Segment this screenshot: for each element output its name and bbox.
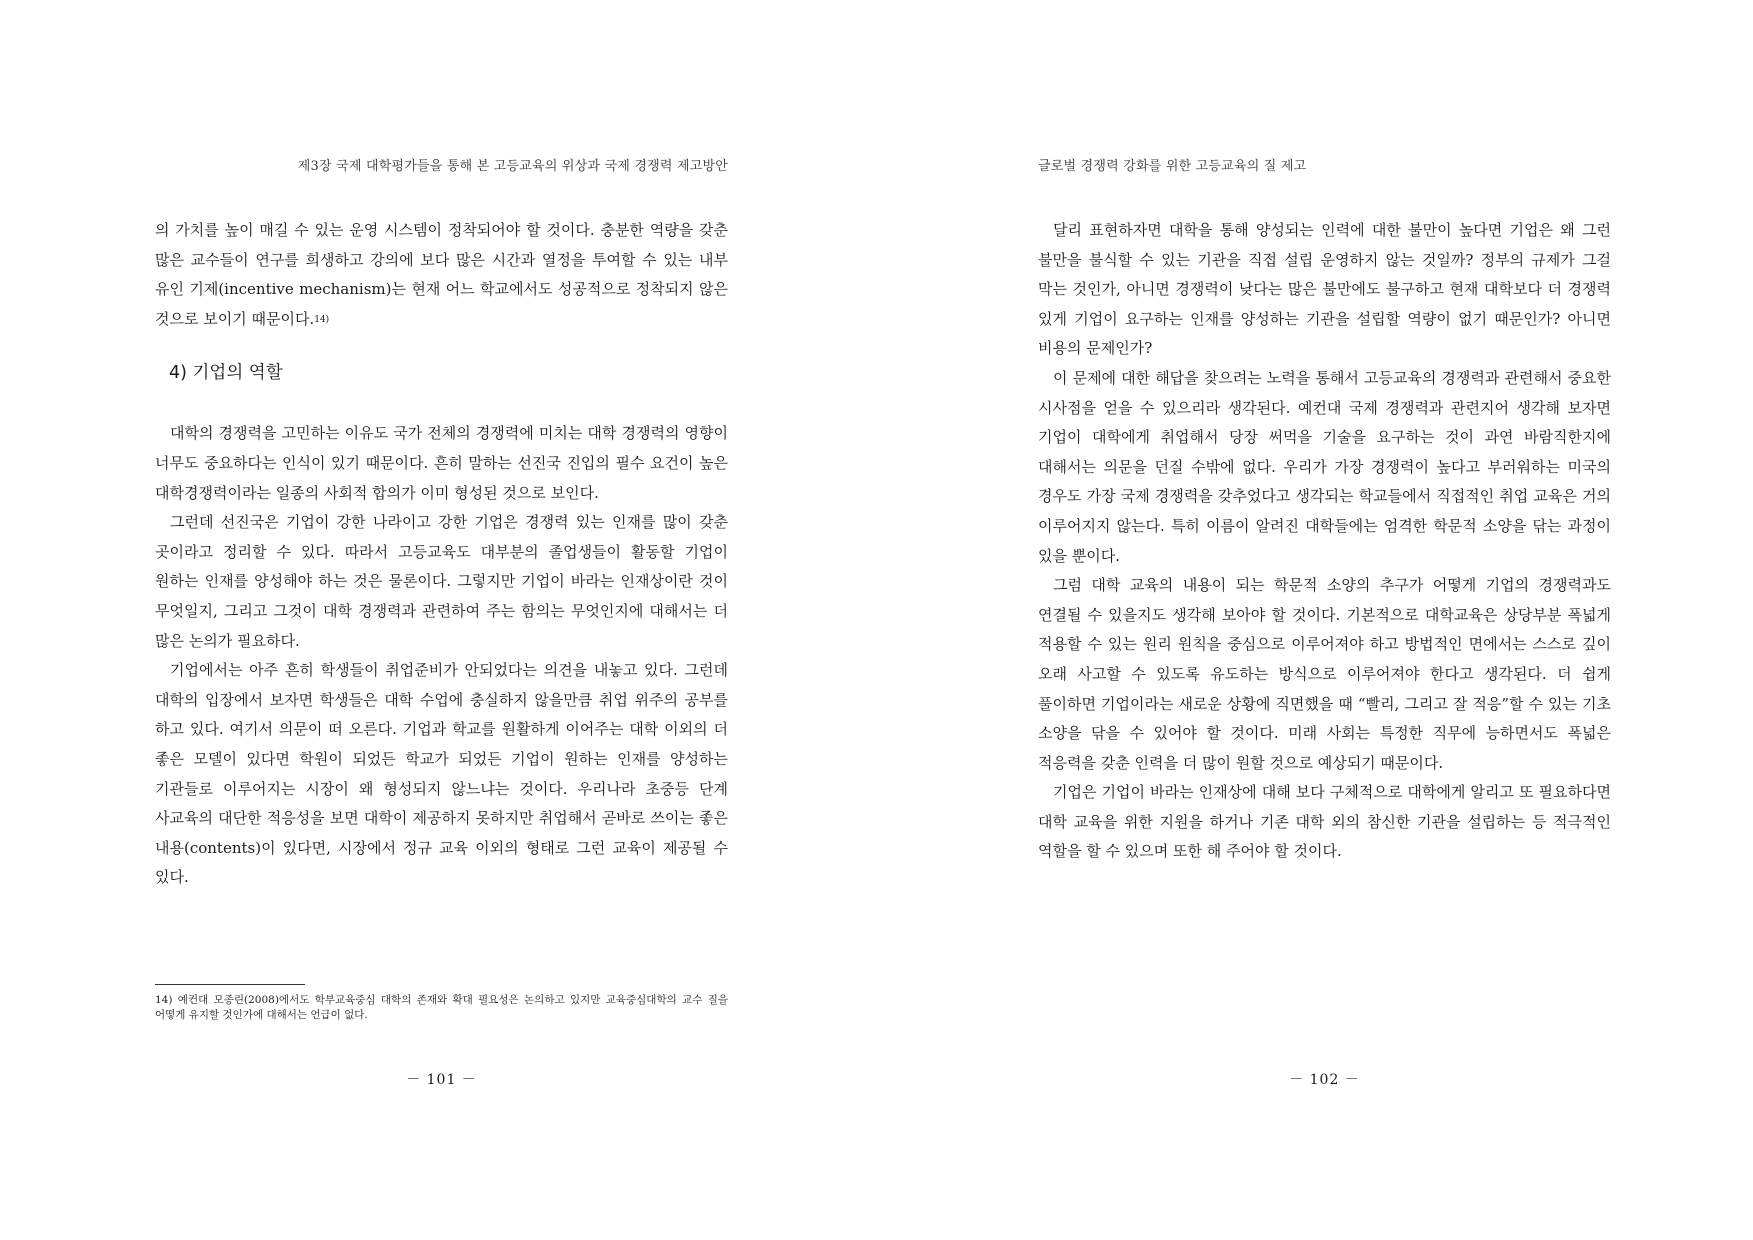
left-page-body <box>155 216 728 893</box>
paragraph: 대학의 경쟁력을 고민하는 이유도 국가 전체의 경쟁력에 미치는 대학 경쟁력의 영향이 너무도 중요하다는 인식이 있기 때문이다. 흔히 말하는 선진국 진입의 필수 요건이 높은 대학경쟁력이라는 일종의 사회적 합의가 이미 형성된 것으로 보인다. <box>155 424 728 502</box>
intro-paragraph-text: 의 가치를 높이 매길 수 있는 운영 시스템이 정착되어야 할 것이다. 충분한 역량을 갖춘 많은 교수들이 연구를 희생하고 강의에 보다 많은 시간과 열정을 투여할 수 있는 내부 유인 기제(incentive mechanism)는 현재 어느 학교에서도 성공적으로 정착되지 않은 것으로 보이기 때문이다. <box>155 221 728 328</box>
paragraph: 기업은 기업이 바라는 인재상에 대해 보다 구체적으로 대학에게 알리고 또 필요하다면 대학 교육을 위한 지원을 하거나 기존 대학 외의 참신한 기관을 설립하는 등 적극적인 역할을 할 수 있으며 또한 해 주어야 할 것이다. <box>1038 783 1611 861</box>
right-page <box>1038 0 1611 1240</box>
paragraph: 달리 표현하자면 대학을 통해 양성되는 인력에 대한 불만이 높다면 기업은 왜 그런 불만을 불식할 수 있는 기관을 직접 설립 운영하지 않는 것일까? 정부의 규제가 그걸 막는 것인가, 아니면 경쟁력이 낮다는 많은 불만에도 불구하고 현재 대학보다 더 경쟁력 있게 기업이 요구하는 인재를 양성하는 기관을 설립할 역량이 없기 때문인가? 아니면 비용의 문제인가? <box>1038 221 1611 358</box>
right-page-body <box>1038 216 1611 867</box>
running-header-left: 제3장 국제 대학평가들을 통해 본 고등교육의 위상과 국제 경쟁력 제고방안 <box>297 159 728 174</box>
left-page <box>155 0 728 1240</box>
paragraph: 그럼 대학 교육의 내용이 되는 학문적 소양의 추구가 어떻게 기업의 경쟁력과도 연결될 수 있을지도 생각해 보아야 할 것이다. 기본적으로 대학교육은 상당부분 폭넓게 적용할 수 있는 원리 원칙을 중심으로 이루어져야 하고 방법적인 면에서는 스스로 깊이 오래 사고할 수 있도록 유도하는 방식으로 이루어져야 한다고 생각된다. 더 쉽게 풀이하면 기업이라는 새로운 상황에 직면했을 때 “빨리, 그리고 잘 적응”할 수 있는 기초 소양을 닦을 수 있어야 할 것이다. 미래 사회는 특정한 직무에 능하면서도 폭넓은 적응력을 갖춘 인력을 더 많이 원할 것으로 예상되기 때문이다. <box>1038 576 1611 772</box>
paragraph: 이 문제에 대한 해답을 찾으려는 노력을 통해서 고등교육의 경쟁력과 관련해서 중요한 시사점을 얻을 수 있으리라 생각된다. 예컨대 국제 경쟁력과 관련지어 생각해 보자면 기업이 대학에게 취업해서 당장 써먹을 기술을 요구하는 것이 과연 바람직한지에 대해서는 의문을 던질 수밖에 없다. 우리가 가장 경쟁력이 높다고 부러워하는 미국의 경우도 가장 국제 경쟁력을 갖추었다고 생각되는 학교들에서 직접적인 취업 교육은 거의 이루어지지 않는다. 특히 이름이 알려진 대학들에는 엄격한 학문적 소양을 닦는 과정이 있을 뿐이다. <box>1038 368 1611 565</box>
page-number-left: － 101 － <box>406 1072 477 1088</box>
footnote-reference[interactable]: 14) <box>314 314 330 325</box>
intro-paragraph <box>155 216 728 335</box>
section-heading: 4) 기업의 역할 <box>169 363 283 384</box>
page-number-right: － 102 － <box>1289 1072 1360 1088</box>
paragraph: 그런데 선진국은 기업이 강한 나라이고 강한 기업은 경쟁력 있는 인재를 많이 갖춘 곳이라고 정리할 수 있다. 따라서 고등교육도 대부분의 졸업생들이 활동할 기업이 원하는 인재를 양성해야 하는 것은 물론이다. 그렇지만 기업이 바라는 인재상이란 것이 무엇일지, 그리고 그것이 대학 경쟁력과 관련하여 주는 함의는 무엇인지에 대해서는 더 많은 논의가 필요하다. <box>155 513 728 650</box>
paragraph: 기업에서는 아주 흔히 학생들이 취업준비가 안되었다는 의견을 내놓고 있다. 그런데 대학의 입장에서 보자면 학생들은 대학 수업에 충실하지 않을만큼 취업 위주의 공부를 하고 있다. 여기서 의문이 떠 오른다. 기업과 학교를 원활하게 이어주는 대학 이외의 더 좋은 모델이 있다면 학원이 되었든 학교가 되었든 기업이 원하는 인재를 양성하는 기관들로 이루어지는 시장이 왜 형성되지 않느냐는 것이다. 우리나라 초중등 단계 사교육의 대단한 적응성을 보면 대학이 제공하지 못하지만 취업해서 곧바로 쓰이는 좋은 내용(contents)이 있다면, 시장에서 정규 교육 이외의 형태로 그런 교육이 제공될 수 있다. <box>155 661 728 887</box>
footnote: 14) 예컨대 모종린(2008)에서도 학부교육중심 대학의 존재와 확대 필요성은 논의하고 있지만 교육중심대학의 교수 질을 어떻게 유지할 것인가에 대해서는 언급이 없다. <box>155 994 728 1021</box>
running-header-right: 글로벌 경쟁력 강화를 위한 고등교육의 질 제고 <box>1038 159 1307 174</box>
footnote-divider <box>155 984 305 985</box>
